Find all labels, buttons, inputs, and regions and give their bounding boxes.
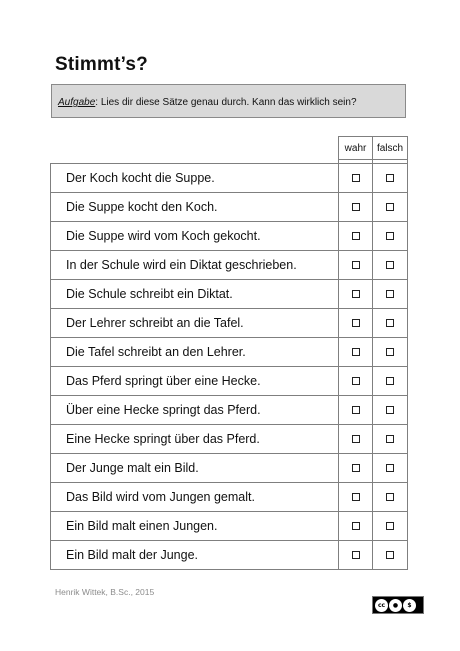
checkbox-true[interactable] [352, 551, 360, 559]
statement-row [51, 541, 408, 570]
task-text: : Lies dir diese Sätze genau durch. Kann das wirklich sein? [95, 97, 357, 108]
checkbox-true[interactable] [352, 290, 360, 298]
checkbox-cell-false [373, 222, 408, 251]
author-footer: Henrik Wittek, B.Sc., 2015 [55, 587, 155, 597]
statement-text: Die Tafel schreibt an den Lehrer. [51, 338, 339, 367]
checkbox-false[interactable] [386, 203, 394, 211]
statement-row [51, 483, 408, 512]
by-attribution-icon: ● [389, 599, 402, 612]
statement-row [51, 251, 408, 280]
checkbox-true[interactable] [352, 522, 360, 530]
checkbox-false[interactable] [386, 406, 394, 414]
checkbox-cell-true [339, 193, 373, 222]
checkbox-true[interactable] [352, 435, 360, 443]
checkbox-cell-true [339, 309, 373, 338]
checkbox-true[interactable] [352, 203, 360, 211]
checkbox-cell-true [339, 164, 373, 193]
checkbox-true[interactable] [352, 232, 360, 240]
statement-text: Die Suppe kocht den Koch. [51, 193, 339, 222]
checkbox-cell-true [339, 367, 373, 396]
task-instruction-box [51, 84, 406, 118]
checkbox-true[interactable] [352, 464, 360, 472]
checkbox-cell-false [373, 309, 408, 338]
statement-text: Das Pferd springt über eine Hecke. [51, 367, 339, 396]
checkbox-cell-false [373, 454, 408, 483]
statement-row [51, 425, 408, 454]
statement-text: Der Koch kocht die Suppe. [51, 164, 339, 193]
checkbox-true[interactable] [352, 377, 360, 385]
column-header-true: wahr [339, 137, 373, 160]
checkbox-false[interactable] [386, 261, 394, 269]
task-label: Aufgabe [58, 97, 96, 108]
checkbox-true[interactable] [352, 174, 360, 182]
checkbox-false[interactable] [386, 522, 394, 530]
checkbox-cell-true [339, 338, 373, 367]
checkbox-cell-true [339, 222, 373, 251]
statement-table [50, 136, 408, 570]
statement-text: Der Lehrer schreibt an die Tafel. [51, 309, 339, 338]
checkbox-false[interactable] [386, 319, 394, 327]
column-header-false: falsch [373, 137, 408, 160]
checkbox-false[interactable] [386, 551, 394, 559]
checkbox-true[interactable] [352, 348, 360, 356]
statement-row [51, 454, 408, 483]
checkbox-false[interactable] [386, 377, 394, 385]
checkbox-cell-true [339, 483, 373, 512]
checkbox-cell-true [339, 425, 373, 454]
statement-row [51, 309, 408, 338]
page-title: Stimmt’s? [55, 54, 148, 75]
checkbox-cell-false [373, 164, 408, 193]
checkbox-false[interactable] [386, 464, 394, 472]
statement-text: Die Schule schreibt ein Diktat. [51, 280, 339, 309]
checkbox-cell-false [373, 367, 408, 396]
checkbox-false[interactable] [386, 290, 394, 298]
statement-text: Ein Bild malt der Junge. [51, 541, 339, 570]
checkbox-cell-true [339, 541, 373, 570]
checkbox-cell-false [373, 280, 408, 309]
checkbox-true[interactable] [352, 319, 360, 327]
checkbox-cell-false [373, 251, 408, 280]
statement-row [51, 280, 408, 309]
statement-text: Ein Bild malt einen Jungen. [51, 512, 339, 541]
statement-text: Die Suppe wird vom Koch gekocht. [51, 222, 339, 251]
statement-row [51, 512, 408, 541]
statement-text: Das Bild wird vom Jungen gemalt. [51, 483, 339, 512]
checkbox-cell-true [339, 454, 373, 483]
checkbox-false[interactable] [386, 232, 394, 240]
checkbox-cell-true [339, 512, 373, 541]
statement-text: In der Schule wird ein Diktat geschrieben. [51, 251, 339, 280]
non-commercial-icon: $ [403, 599, 416, 612]
checkbox-cell-false [373, 512, 408, 541]
checkbox-cell-false [373, 483, 408, 512]
checkbox-cell-false [373, 396, 408, 425]
checkbox-false[interactable] [386, 174, 394, 182]
statement-row [51, 338, 408, 367]
statement-text: Eine Hecke springt über das Pferd. [51, 425, 339, 454]
checkbox-cell-true [339, 396, 373, 425]
checkbox-false[interactable] [386, 435, 394, 443]
checkbox-cell-true [339, 251, 373, 280]
checkbox-false[interactable] [386, 493, 394, 501]
checkbox-true[interactable] [352, 493, 360, 501]
checkbox-false[interactable] [386, 348, 394, 356]
checkbox-true[interactable] [352, 261, 360, 269]
checkbox-cell-false [373, 541, 408, 570]
statement-row [51, 396, 408, 425]
statement-text: Über eine Hecke springt das Pferd. [51, 396, 339, 425]
statement-row [51, 193, 408, 222]
header-empty-cell [51, 137, 339, 160]
statement-text: Der Junge malt ein Bild. [51, 454, 339, 483]
statement-row [51, 222, 408, 251]
checkbox-cell-false [373, 193, 408, 222]
checkbox-cell-false [373, 338, 408, 367]
creative-commons-icon: cc [375, 599, 388, 612]
checkbox-true[interactable] [352, 406, 360, 414]
cc-license-badge [372, 596, 424, 614]
checkbox-cell-false [373, 425, 408, 454]
statement-row [51, 367, 408, 396]
statement-row [51, 164, 408, 193]
checkbox-cell-true [339, 280, 373, 309]
